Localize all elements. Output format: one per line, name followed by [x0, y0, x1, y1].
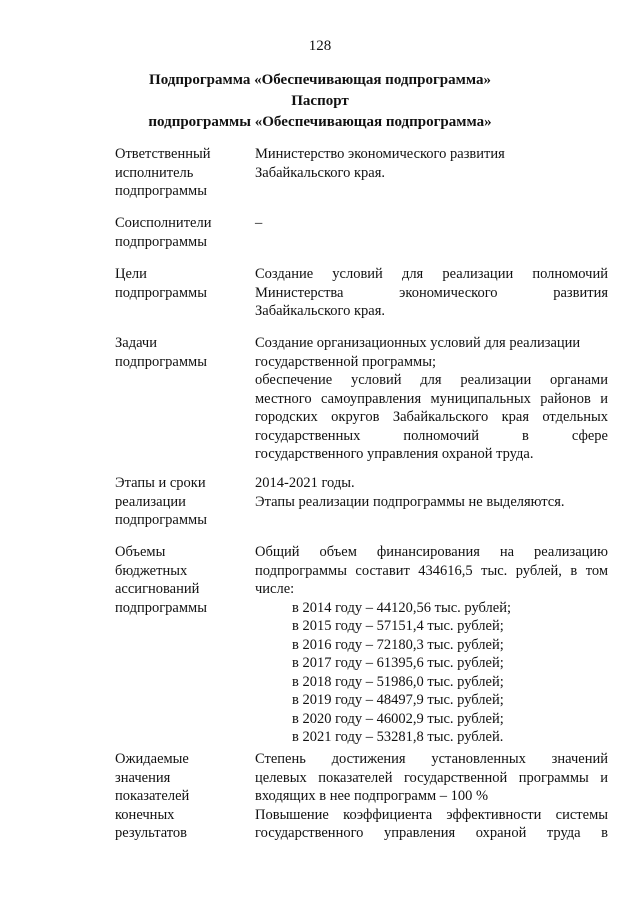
- year-allocation: в 2017 году – 61395,6 тыс. рублей;: [292, 655, 504, 671]
- year-allocation: в 2021 году – 53281,8 тыс. рублей.: [292, 729, 504, 745]
- passport-subtitle: подпрограммы «Обеспечивающая подпрограмма»: [148, 114, 492, 130]
- passport-title: Паспорт: [291, 93, 349, 109]
- year-allocation: в 2019 году – 48497,9 тыс. рублей;: [292, 692, 504, 708]
- row-value: Общий объем финансирования на реализацию подпрограммы составит 434616,5 тыс. рублей, в том числе: в 2014 году – 44120,56 тыс. рублей; в 2015 году – 57151,4 тыс. рублей; в 2016 году – 72180,3 тыс. рублей; в 2017 году – 61395,6 тыс. рублей; в 2018 году – 51986,0 тыс. рублей; в 2019 году – 48497,9 тыс. рублей; в 2020 году – 46002,9 тыс. рублей; в 2021 году – 53281,8 тыс. рублей.: [255, 544, 608, 745]
- page-number: 128: [308, 38, 332, 54]
- row-value: –: [255, 215, 263, 231]
- year-allocation: в 2020 году – 46002,9 тыс. рублей;: [292, 710, 504, 727]
- row-label: Ответственный исполнитель подпрограммы: [115, 146, 211, 199]
- row-value: 2014-2021 годы. Этапы реализации подпрограммы не выделяются.: [255, 475, 565, 510]
- year-allocation: в 2018 году – 51986,0 тыс. рублей;: [292, 673, 504, 690]
- year-allocation: в 2015 году – 57151,4 тыс. рублей;: [292, 618, 504, 634]
- row-value: Степень достижения установленных значений целевых показателей государственной программы и входящих в нее подпрограмм – 100 % Повышение коэффициента эффективности системы государственного управления охраной труда в: [255, 751, 608, 841]
- row-label: Ожидаемые значения показателей конечных результатов: [115, 751, 190, 841]
- row-label: Цели подпрограммы: [115, 266, 207, 301]
- row-value: Министерство экономического развития Забайкальского края.: [255, 146, 505, 181]
- row-label: Объемы бюджетных ассигнований подпрограммы: [115, 544, 207, 616]
- year-allocation: в 2014 году – 44120,56 тыс. рублей;: [292, 599, 512, 616]
- row-label: Этапы и сроки реализации подпрограммы: [115, 475, 207, 528]
- row-label: Соисполнители подпрограммы: [115, 215, 212, 250]
- document-title-block: [0, 70, 640, 133]
- row-value: Создание организационных условий для реализации государственной программы; обеспечение условий для реализации органами местного самоуправления муниципальных районов и городских округов Забайкальского края отдельных государственных полномочий в сфере государственного управления охраной труда.: [255, 335, 608, 462]
- row-label: Задачи подпрограммы: [115, 335, 207, 370]
- subprogram-title: Подпрограмма «Обеспечивающая подпрограмма»: [149, 72, 491, 88]
- row-value: Создание условий для реализации полномочий Министерства экономического развития Забайкальского края.: [255, 266, 608, 319]
- year-allocation: в 2016 году – 72180,3 тыс. рублей;: [292, 636, 504, 653]
